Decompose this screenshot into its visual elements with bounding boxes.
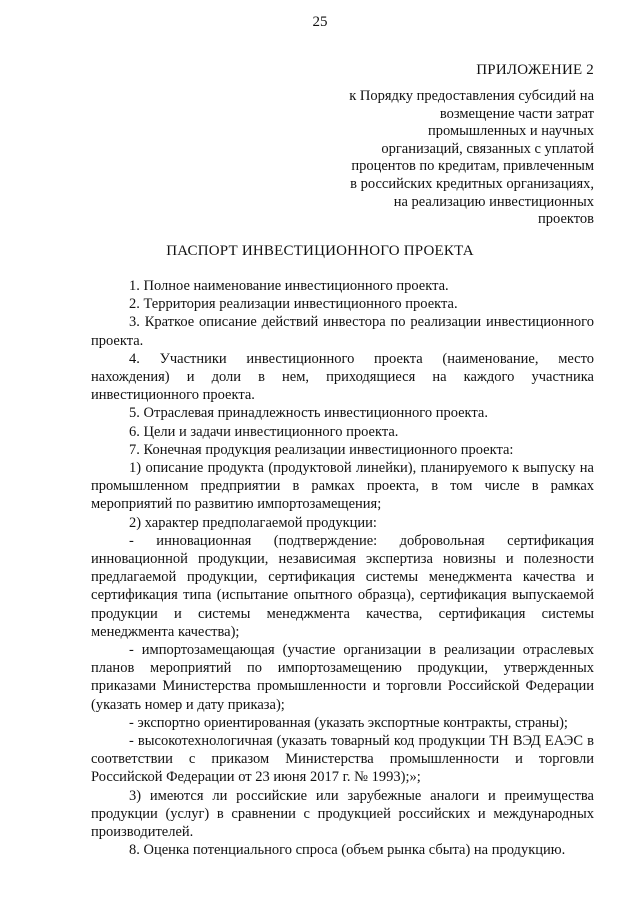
- paragraph-item-8: 8. Оценка потенциального спроса (объем рынка сбыта) на продукцию.: [129, 842, 566, 859]
- paragraph-item-7: 7. Конечная продукция реализации инвестиционного проекта:: [129, 441, 514, 458]
- page-number: 25: [312, 14, 328, 30]
- paragraph-item-2: 2. Территория реализации инвестиционного проекта.: [129, 296, 458, 313]
- bullet-high-tech: - высокотехнологичная (указать товарный код продукции ТН ВЭД ЕАЭС в соответствии с приказом Министерства промышленности и торговли Российской Федерации от 23 июня 2017 г. № 1993);»;: [91, 733, 594, 786]
- subitem-7-2: 2) характер предполагаемой продукции:: [129, 514, 377, 531]
- appendix-line: на реализацию инвестиционных: [393, 193, 594, 210]
- appendix-line: промышленных и научных: [427, 123, 594, 140]
- bullet-import-substitution: - импортозамещающая (участие организации в реализации отраслевых планов мероприятий по импортозамещению продукции, утвержденных приказами Министерства промышленности и торговли Российской Федерации (указать номер и дату приказа);: [91, 642, 594, 713]
- document-title: ПАСПОРТ ИНВЕСТИЦИОННОГО ПРОЕКТА: [166, 243, 474, 259]
- appendix-line: процентов по кредитам, привлеченным: [351, 158, 594, 175]
- paragraph-item-3: 3. Краткое описание действий инвестора по реализации инвестиционного проекта.: [91, 314, 594, 349]
- appendix-line: проектов: [538, 211, 594, 228]
- appendix-reference: [314, 88, 594, 229]
- appendix-line: в российских кредитных организациях,: [350, 175, 594, 192]
- paragraph-item-1: 1. Полное наименование инвестиционного проекта.: [129, 278, 449, 294]
- subitem-7-1: 1) описание продукта (продуктовой линейки), планируемого к выпуску на промышленном предприятии в рамках проекта, в том числе в рамках мероприятий по развитию импортозамещения;: [91, 460, 594, 513]
- paragraph-item-6: 6. Цели и задачи инвестиционного проекта.: [129, 423, 399, 440]
- appendix-line: возмещение части затрат: [439, 105, 594, 122]
- paragraph-item-4: 4. Участники инвестиционного проекта (наименование, место нахождения) и доли в нем, приходящиеся на каждого участника инвестиционного проекта.: [91, 350, 594, 404]
- bullet-innovative: - инновационная (подтверждение: добровольная сертификация инновационной продукции, независимая экспертиза новизны и полезности предлагаемой продукции, сертификация системы менеджмента качества и сертификация типа (испытание опытного образца), сертификация выпускаемой продукции и системы менеджмента качества, сертификация системы менеджмента качества);: [91, 532, 594, 640]
- appendix-title: ПРИЛОЖЕНИЕ 2: [476, 62, 594, 78]
- appendix-line: к Порядку предоставления субсидий на: [349, 88, 594, 104]
- paragraph-item-5: 5. Отраслевая принадлежность инвестиционного проекта.: [129, 405, 488, 422]
- bullet-export-oriented: - экспортно ориентированная (указать экспортные контракты, страны);: [129, 714, 568, 731]
- appendix-line: организаций, связанных с уплатой: [381, 140, 594, 157]
- document-body: [91, 277, 594, 860]
- subitem-7-3: 3) имеются ли российские или зарубежные аналоги и преимущества продукции (услуг) в сравнении с продукцией российских и международных производителей.: [91, 787, 594, 841]
